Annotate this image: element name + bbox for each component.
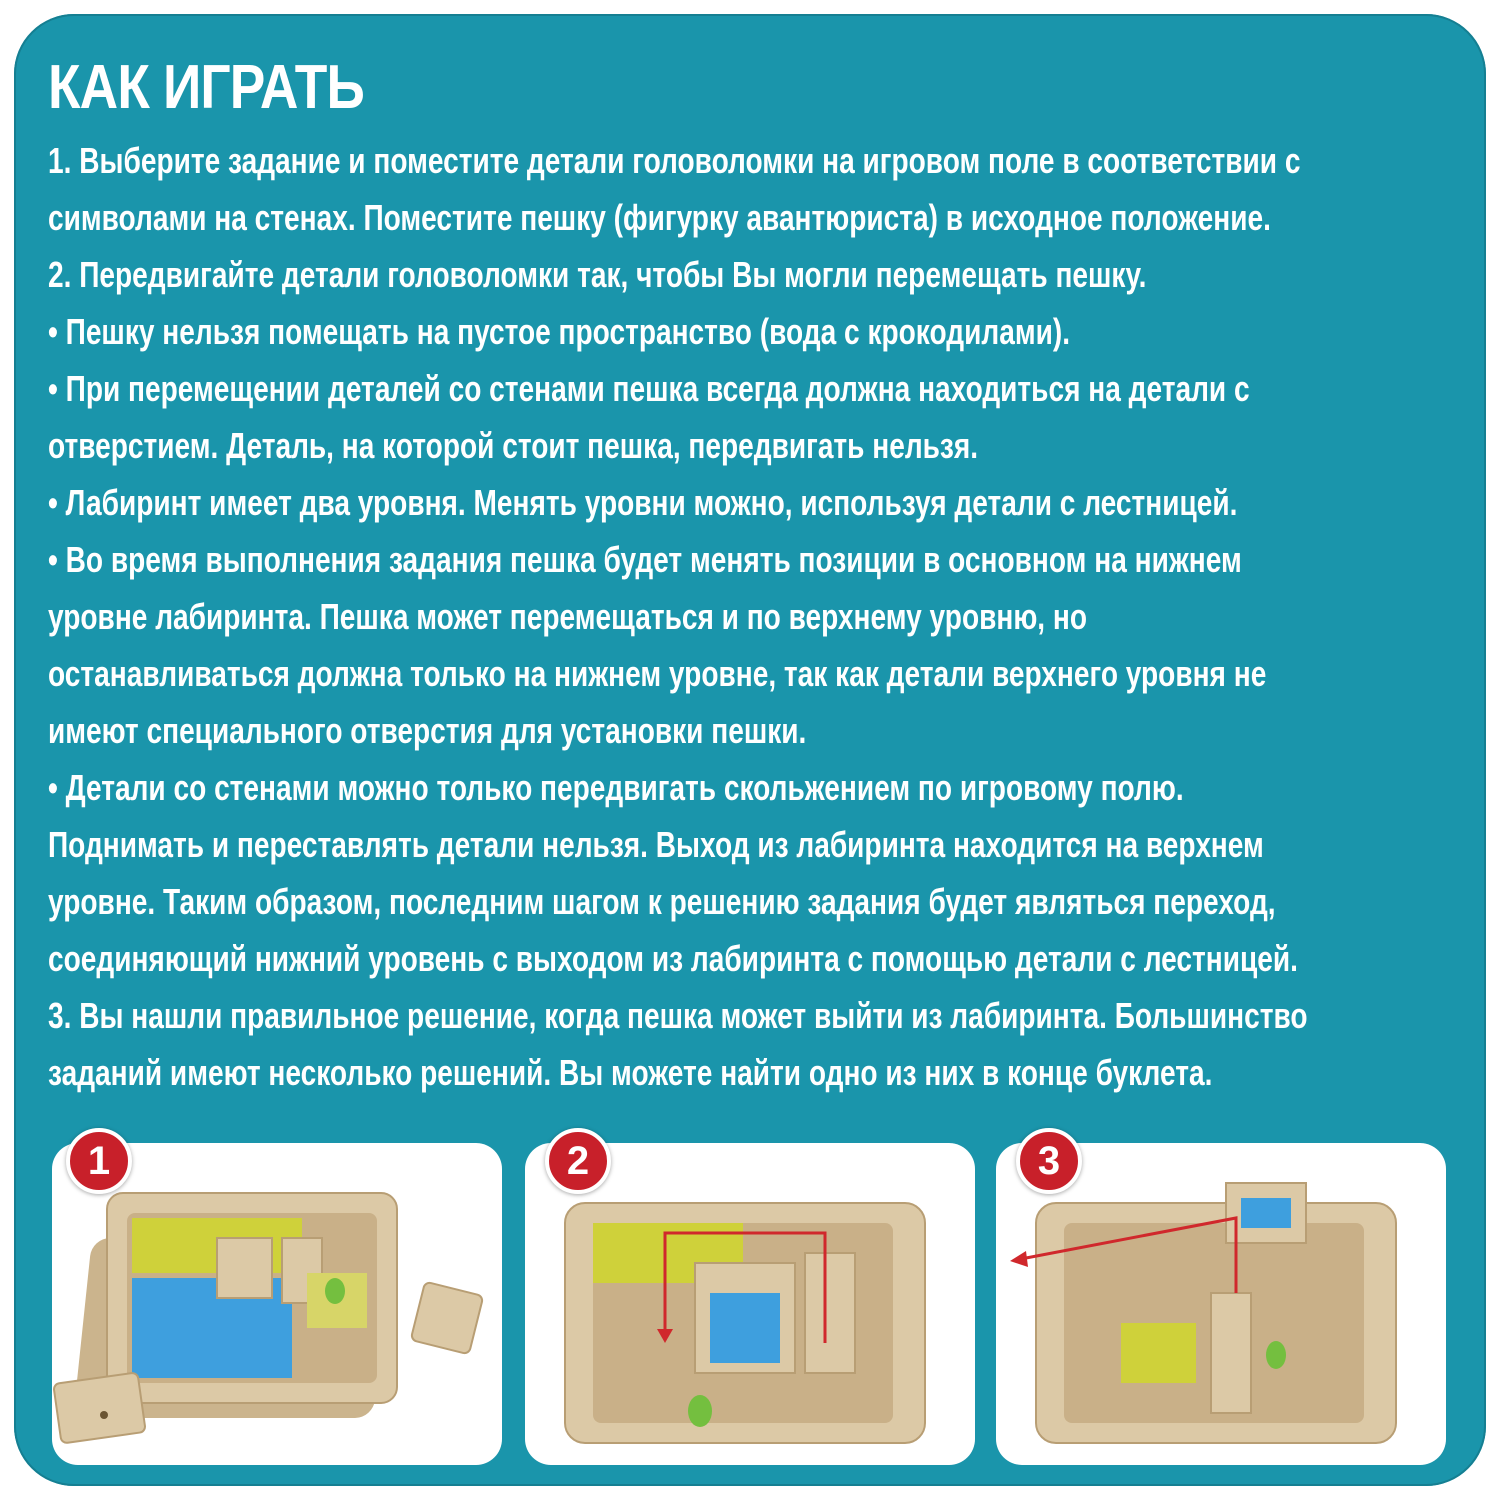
instruction-line: символами на стенах. Поместите пешку (фигурку авантюриста) в исходное положение. <box>48 197 1271 238</box>
instruction-line: 2. Передвигайте детали головоломки так, чтобы Вы могли перемещать пешку. <box>48 254 1147 295</box>
instruction-line: • Во время выполнения задания пешка будет менять позиции в основном на нижнем <box>48 539 1242 580</box>
instruction-line: • При перемещении деталей со стенами пешка всегда должна находиться на детали с <box>48 368 1250 409</box>
page-title: КАК ИГРАТЬ <box>48 53 364 122</box>
instruction-line: заданий имеют несколько решений. Вы можете найти одно из них в конце буклета. <box>48 1052 1213 1093</box>
instruction-line: • Лабиринт имеет два уровня. Менять уровни можно, используя детали с лестницей. <box>48 482 1238 523</box>
instruction-line: останавливаться должна только на нижнем уровне, так как детали верхнего уровня не <box>48 653 1267 694</box>
instruction-line: Поднимать и переставлять детали нельзя. Выход из лабиринта находится на верхнем <box>48 824 1264 865</box>
step-badge: 2 <box>545 1128 611 1194</box>
instruction-line: 1. Выберите задание и поместите детали головоломки на игровом поле в соответствии с <box>48 140 1301 181</box>
instruction-line: имеют специального отверстия для установки пешки. <box>48 710 807 751</box>
instruction-line: • Пешку нельзя помещать на пустое пространство (вода с крокодилами). <box>48 311 1071 352</box>
step-badge: 1 <box>66 1128 132 1194</box>
instruction-line: • Детали со стенами можно только передвигать скольжением по игровому полю. <box>48 767 1184 808</box>
instruction-line: отверстием. Деталь, на которой стоит пешка, передвигать нельзя. <box>48 425 979 466</box>
instruction-line: 3. Вы нашли правильное решение, когда пешка может выйти из лабиринта. Большинство <box>48 995 1308 1036</box>
step-2-image <box>525 1143 975 1465</box>
instruction-line: уровне. Таким образом, последним шагом к решению задания будет являться переход, <box>48 881 1276 922</box>
step-1-image <box>52 1143 502 1465</box>
instruction-line: уровне лабиринта. Пешка может перемещаться и по верхнему уровню, но <box>48 596 1088 637</box>
instruction-line: соединяющий нижний уровень с выходом из лабиринта с помощью детали с лестницей. <box>48 938 1298 979</box>
step-3-image <box>996 1143 1446 1465</box>
step-badge: 3 <box>1016 1128 1082 1194</box>
instructions-text <box>48 132 1500 1101</box>
